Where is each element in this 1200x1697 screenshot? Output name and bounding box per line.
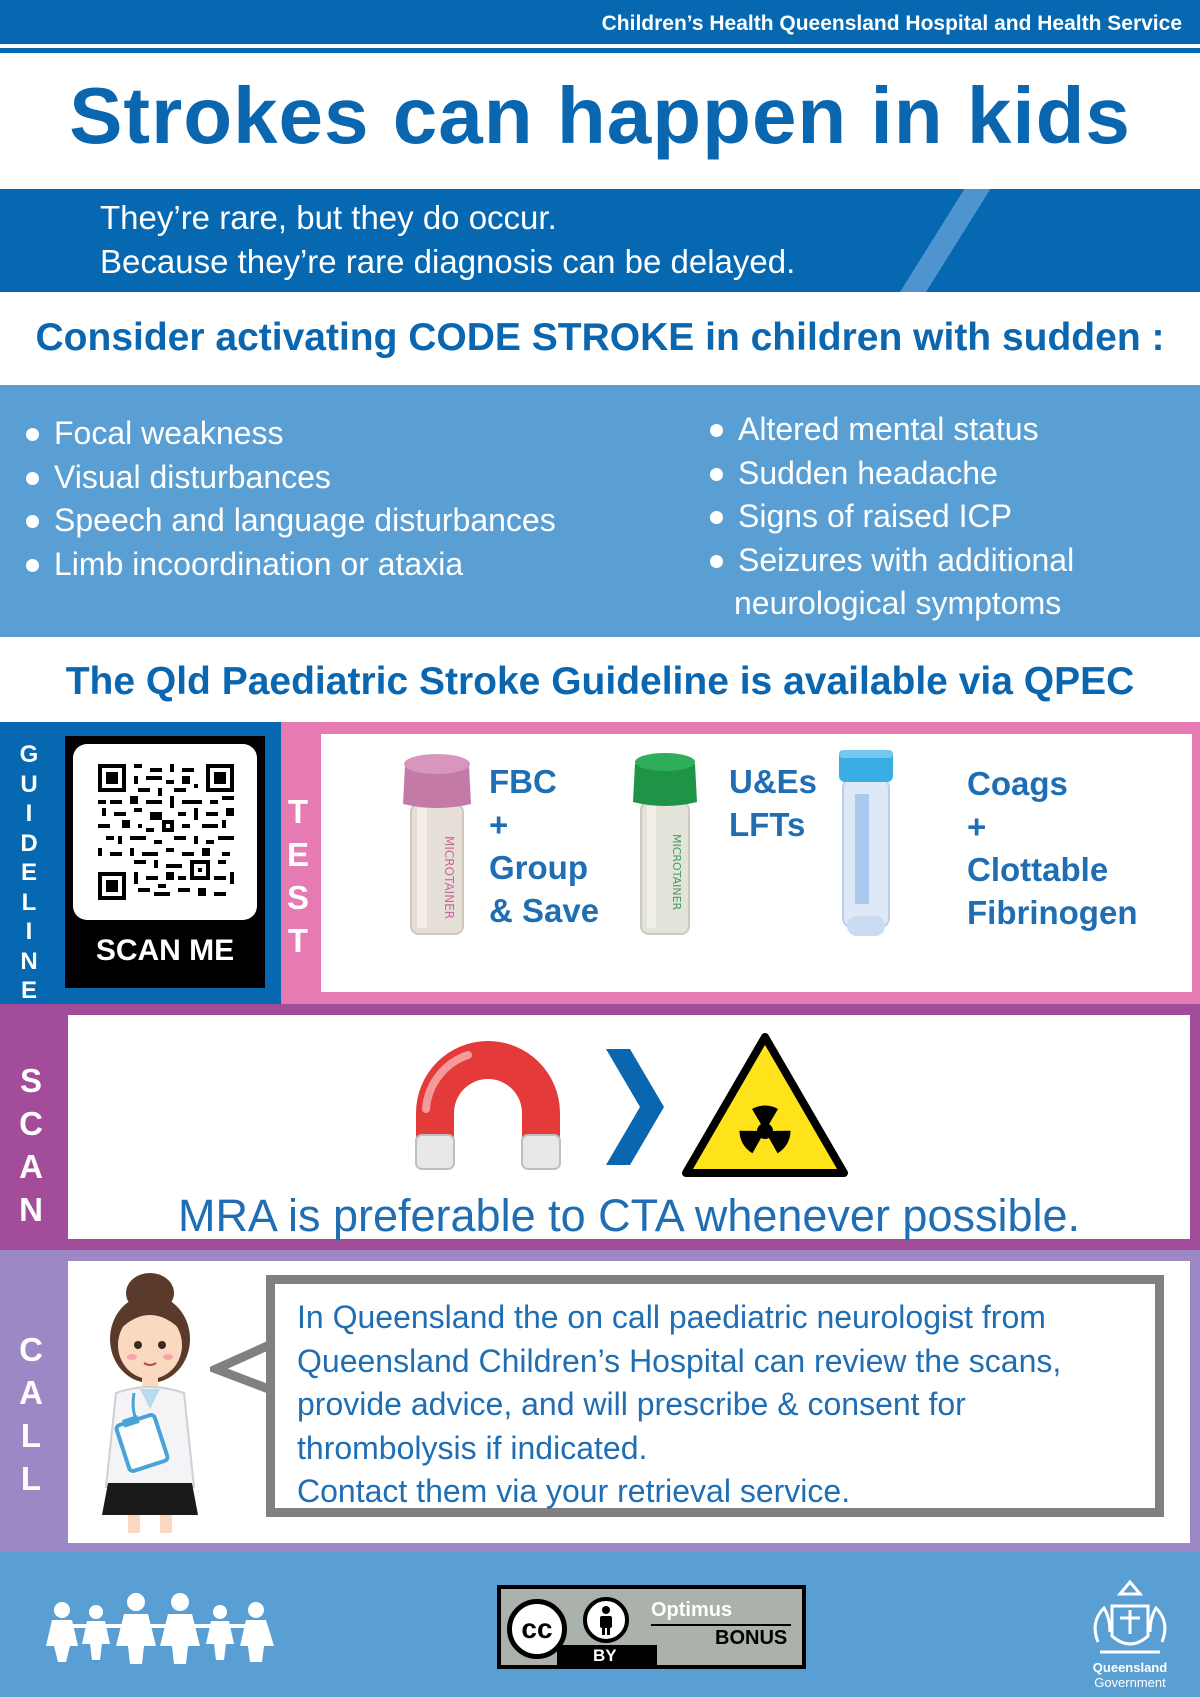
symptom-list-left (24, 412, 556, 586)
guideline-vertical-label (14, 740, 44, 1006)
label-letter: E (286, 836, 309, 873)
test-line: + (967, 808, 987, 845)
test-section (281, 722, 1200, 1004)
label-letter: E (20, 977, 37, 1004)
call-message-line: Queensland Children’s Hospital can review the scans, (297, 1342, 1062, 1379)
scan-panel (68, 1015, 1190, 1239)
label-letter: L (20, 1460, 42, 1497)
label-letter: N (20, 947, 38, 975)
label-letter: D (20, 829, 38, 857)
test-line: Group (489, 849, 588, 886)
label-letter: E (20, 859, 37, 886)
test-line: + (489, 806, 509, 843)
test-group-3 (967, 762, 1137, 934)
footer (0, 1552, 1200, 1697)
test-line: & Save (489, 892, 600, 929)
test-group-2 (729, 760, 817, 846)
gov-line-1: Queensland (1092, 1660, 1168, 1675)
label-letter: L (20, 1417, 42, 1454)
blue-tube-icon (833, 744, 899, 944)
label-letter: T (287, 922, 309, 959)
qr-code-card[interactable] (65, 736, 265, 988)
qr-code-icon[interactable] (98, 764, 234, 900)
attribution-icon (583, 1597, 629, 1643)
by-label: BY (593, 1646, 617, 1665)
call-message-line: Contact them via your retrieval service. (297, 1473, 851, 1509)
label-letter: U (20, 770, 38, 798)
label-letter: N (19, 1191, 43, 1228)
call-vertical-label (14, 1328, 48, 1500)
scan-vertical-label (14, 1059, 48, 1231)
test-line: Fibrinogen (967, 894, 1138, 931)
queensland-crest-icon (1080, 1572, 1180, 1660)
call-message-line: thrombolysis if indicated. (297, 1429, 648, 1466)
green-tube-icon (629, 746, 701, 942)
list-item: Focal weakness (24, 412, 556, 456)
label-letter: T (287, 793, 309, 830)
header-bar (0, 0, 1200, 44)
call-message-line: In Queensland the on call paediatric neurologist from (297, 1299, 1046, 1335)
test-line: Clottable (967, 851, 1109, 888)
label-letter: I (25, 800, 33, 827)
optimus-label: Optimus (651, 1599, 733, 1621)
label-letter: G (19, 741, 39, 768)
test-line: LFTs (729, 806, 806, 843)
list-item: Signs of raised ICP (708, 495, 1074, 539)
tube-label: MICROTAINER (670, 834, 683, 911)
decorative-slash (889, 189, 996, 292)
children-chain-icon (44, 1588, 278, 1664)
symptom-band (0, 385, 1200, 637)
subtitle-line-2: Because they’re rare diagnosis can be delayed. (100, 243, 796, 280)
list-item: Limb incoordination or ataxia (24, 543, 556, 587)
guideline-heading: The Qld Paediatric Stroke Guideline is available via QPEC (65, 660, 1135, 703)
guideline-test-row (0, 722, 1200, 1004)
label-letter: L (21, 888, 37, 916)
test-vertical-label (283, 790, 313, 962)
symptom-list-right (708, 408, 1074, 626)
scan-message: MRA is preferable to CTA whenever possible. (177, 1190, 1081, 1241)
pink-tube-icon (397, 746, 477, 942)
subtitle-band (0, 189, 1200, 292)
test-panel (321, 734, 1192, 992)
test-line: FBC (489, 763, 557, 800)
label-letter: C (19, 1105, 43, 1142)
label-letter: I (25, 918, 33, 945)
label-letter: A (19, 1374, 43, 1411)
list-item: Seizures with additional (708, 539, 1074, 583)
optimus-divider (651, 1624, 791, 1626)
label-letter: C (19, 1331, 43, 1368)
test-line: Coags (967, 765, 1068, 802)
list-item: Altered mental status (708, 408, 1074, 452)
list-item: Visual disturbances (24, 456, 556, 500)
list-item-continuation: neurological symptoms (734, 585, 1062, 621)
code-stroke-heading: Consider activating CODE STROKE in children with sudden : (35, 316, 1165, 359)
person-icon (587, 1601, 625, 1639)
call-message-line: provide advice, and will prescribe & consent for (297, 1386, 966, 1422)
magnet-icon (408, 1037, 568, 1177)
label-letter: A (19, 1148, 43, 1185)
chevron-right-icon (600, 1045, 668, 1169)
label-letter: S (286, 879, 309, 916)
qr-code-frame (73, 744, 257, 920)
queensland-government-logo (1074, 1660, 1186, 1690)
bonus-label: BONUS (715, 1627, 788, 1649)
label-letter: S (19, 1062, 42, 1099)
list-item: Sudden headache (708, 452, 1074, 496)
cc-license-inner (501, 1589, 802, 1665)
organization-name: Children’s Health Queensland Hospital and Health Service (601, 12, 1182, 35)
tube-label: MICROTAINER (442, 836, 456, 920)
gov-line-2: Government (1094, 1675, 1166, 1690)
test-group-1 (489, 760, 599, 932)
cc-icon: cc (507, 1599, 567, 1659)
test-line: U&Es (729, 763, 818, 800)
list-item: Speech and language disturbances (24, 499, 556, 543)
doctor-icon (94, 1269, 206, 1537)
call-section (0, 1250, 1200, 1552)
radiation-warning-icon (680, 1031, 850, 1179)
call-panel (68, 1261, 1190, 1543)
cc-license-badge[interactable] (497, 1585, 806, 1669)
subtitle-line-1: They’re rare, but they do occur. (100, 199, 557, 236)
call-message (297, 1296, 1061, 1514)
page-title: Strokes can happen in kids (69, 71, 1131, 160)
qr-caption: SCAN ME (95, 934, 235, 967)
scan-section (0, 1004, 1200, 1250)
speech-bubble (266, 1275, 1164, 1517)
header-divider (0, 48, 1200, 53)
guideline-section (0, 722, 281, 1004)
